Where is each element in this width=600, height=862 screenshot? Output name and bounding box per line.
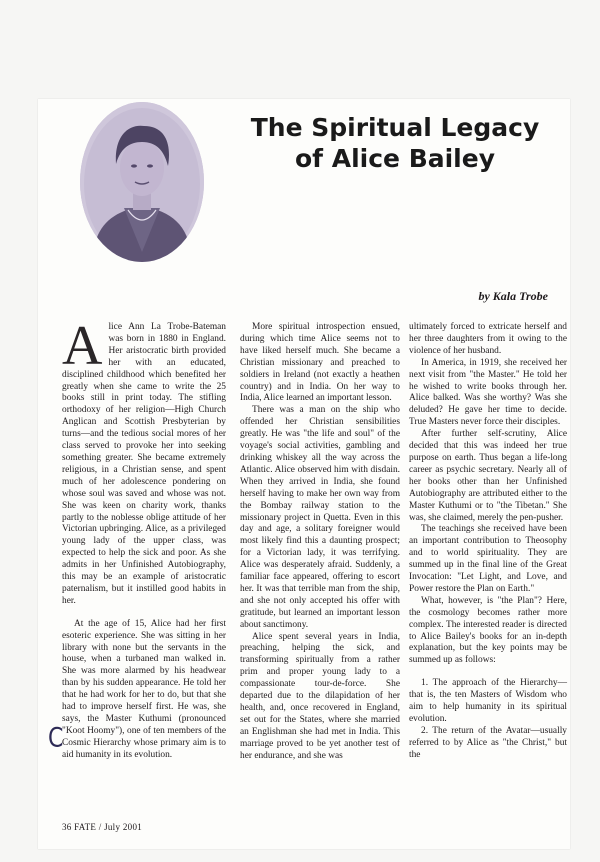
column-2 xyxy=(240,322,400,763)
handwritten-margin-mark: C xyxy=(48,723,64,754)
column-1 xyxy=(62,315,226,762)
paragraph: ultimately forced to extricate herself and her three daughters from it owing to the violence of her husband. xyxy=(409,322,567,356)
paragraph: At the age of 15, Alice had her first esoteric experience. She was sitting in her library with none but the servants in the house, when a turbaned man walked in. She was more alarmed by his headwear than by his sudden appearance. He told her that he had work for her to do, but that she had to improve herself first. He was, she says, the Master Kuthumi (pronounced "Koot Hoomy"), one of ten members of the Cosmic Hierarchy whose primary aim is to aid humanity in its evolution. xyxy=(62,618,226,760)
drop-cap: A xyxy=(62,315,103,377)
paragraph: There was a man on the ship who offended her Christian sensibilities greatly. He was "the life and soul" of the voyage's social activities, gambling and drinking whiskey all the way across the Atlantic. Alice observed him with disdain. When they arrived in India, she found herself having to make her own way from the Bombay railway station to the missionary project in Quetta. Even in this day and age, a solitary foreigner would most likely find this a daunting prospect; for a Victorian lady, it was terrifying. Alice was desperately afraid. Suddenly, a familiar face appeared, offering to escort her. It was that terrible man from the ship, and she not only accepted his offer with gratitude, but learned an important lesson about sanctimony. xyxy=(240,405,400,630)
article-title xyxy=(210,112,580,174)
column-3 xyxy=(409,322,567,762)
paragraph: More spiritual introspection ensued, during which time Alice seems not to have liked herself much. She became a Christian missionary and preached to soldiers in Ireland (not exactly a heathen country) and in India. On her way to India, Alice learned an important lesson. xyxy=(240,322,400,404)
page-footer: 36 FATE / July 2001 xyxy=(62,822,143,832)
title-line-2: of Alice Bailey xyxy=(294,144,496,173)
list-item: 2. The return of the Avatar—usually referred to by Alice as "the Christ," but the xyxy=(409,725,567,760)
paragraph: lice Ann La Trobe-Bateman was born in 1880 in England. Her aristocratic birth provided her with an educated, disciplined childhood which benefited her greatly when she came to write the 25 books still in print today. The stifling orthodoxy of her religion—High Church Anglican and Scottish Presbyterian by turns—and the tedious social mores of her class served to provoke her into seeking something greater. She became extremely religious, in a Christian sense, and spent much of her adolescence pondering on whose soul was saved and whose was not. She was keen on charity work, thanks partly to the noblesse oblige attitude of her Victorian upbringing. Alice, as a privileged young lady of the upper class, was expected to help the sick and poor. As she admits in her Unfinished Autobiography, this may be an example of aristocratic paternalism, but it instilled good habits in her. xyxy=(62,322,226,606)
paragraph: Alice spent several years in India, preaching, helping the sick, and transforming spiritually from a rather prim and proper young lady to a compassionate tour-de-force. She departed due to the dilapidation of her health, and, once recovered in England, set out for the States, where she married an Englishman she had met in India. This marriage proved to be yet another test of her endurance, and she was xyxy=(240,631,400,761)
paragraph: After further self-scrutiny, Alice decided that this was indeed her true purpose on earth. Thus began a life-long career as psychic secretary. Nearly all of her books other than her Unfinished Autobiography are attributed either to the Master Kuthumi or to "the Tibetan." She was, she claimed, merely the pen-pusher. xyxy=(409,429,567,523)
list-item: 1. The approach of the Hierarchy—that is, the ten Masters of Wisdom who aim to help humanity in its spiritual evolution. xyxy=(409,678,567,724)
paragraph: What, however, is "the Plan"? Here, the cosmology becomes rather more complex. The interested reader is directed to Alice Bailey's books for an in-depth explanation, but the key points may be summed up as follows: xyxy=(409,595,567,666)
title-line-1: The Spiritual Legacy xyxy=(250,113,540,142)
paragraph: In America, in 1919, she received her next visit from "the Master." He told her he wished to write books through her. Alice balked. Was she worthy? Was she deluded? He gave her time to decide. True Masters never force their disciples. xyxy=(409,357,567,428)
byline: by Kala Trobe xyxy=(478,289,548,303)
author-portrait xyxy=(80,102,204,262)
paragraph: The teachings she received have been an important contribution to Theosophy and to world spirituality. They are summed up in the final line of the Great Invocation: "Let Light, and Love, and Power restore the Plan on Earth." xyxy=(409,524,567,594)
